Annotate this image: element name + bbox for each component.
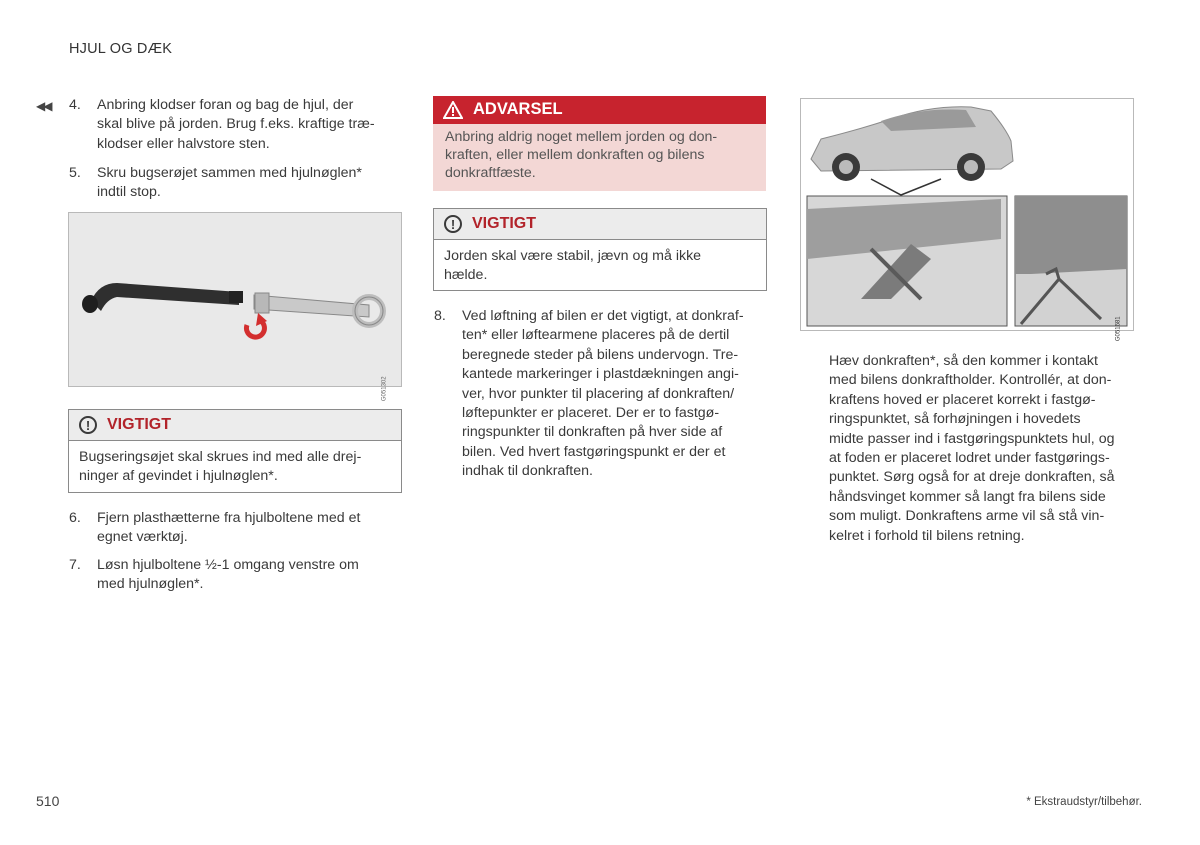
step-number: 6. bbox=[69, 510, 81, 526]
page-number: 510 bbox=[36, 793, 60, 809]
important-header bbox=[434, 209, 766, 240]
important-box bbox=[68, 409, 402, 493]
section-header: HJUL OG DÆK bbox=[69, 41, 173, 57]
important-box bbox=[433, 208, 767, 291]
car-jack-drawing bbox=[801, 99, 1133, 330]
figure-code: G051681 bbox=[1115, 316, 1122, 341]
important-text: Jorden skal være stabil, jævn og må ikke hælde. bbox=[444, 248, 702, 284]
step-number: 5. bbox=[69, 165, 81, 181]
warning-text: Anbring aldrig noget mellem jorden og don- kraften, eller mellem donkraften og bilens donkraftfæste. bbox=[445, 129, 718, 181]
step-5 bbox=[69, 164, 389, 203]
important-label: VIGTIGT bbox=[472, 215, 536, 233]
warning-box bbox=[433, 96, 766, 191]
important-header bbox=[69, 410, 401, 441]
step-text: Løsn hjulboltene ½-1 omgang venstre om med hjulnøglen*. bbox=[97, 557, 359, 593]
step-text: Skru bugserøjet sammen med hjulnøglen* indtil stop. bbox=[97, 165, 362, 201]
car-jack-illustration bbox=[800, 98, 1134, 341]
important-label: VIGTIGT bbox=[107, 416, 171, 434]
important-text: Bugseringsøjet skal skrues ind med alle drej- ninger af gevindet i hjulnøglen*. bbox=[79, 449, 362, 485]
warning-label: ADVARSEL bbox=[473, 100, 563, 119]
step-number: 8. bbox=[434, 308, 446, 324]
step-8 bbox=[434, 307, 764, 482]
double-chevron-left-icon: ◀◀ bbox=[36, 99, 51, 113]
figure-code: G051302 bbox=[381, 376, 388, 401]
step-number: 7. bbox=[69, 557, 81, 573]
exclamation-circle-icon: ! bbox=[79, 416, 97, 434]
jack-instructions: Hæv donkraften*, så den kommer i kontakt med bilens donkraftholder. Kontrollér, at don- kraftens hoved er placeret korrekt i fastgø- ringspunktet, så forhøjningen i hovedets midte passer ind i fastgøringspunktets hul, og at foden er placeret lodret under fastgørings- punktet. Sørg også for at dreje donkraften, så håndsvinget kommer så langt fra bilens side som muligt. Donkraftens arme vil så stå vin- kelret i forhold til bilens retning. bbox=[829, 353, 1115, 544]
step-6 bbox=[69, 509, 389, 548]
step-4 bbox=[69, 96, 389, 154]
footnote: * Ekstraudstyr/tilbehør. bbox=[1026, 796, 1142, 808]
step-text: Ved løftning af bilen er det vigtigt, at donkraf- ten* eller løftearmene placeres på de dertil beregnede steder på bilens undervogn. Tre- kantede markeringer i plastdækningen angi- ver, hvor punkter til placering af donkraften/ løftepunkter er placeret. Der er to fastgø- ringspunkter til donkraften på hver side af bilen. Ved hvert fastgøringspunkt er der et indhak til donkraften. bbox=[462, 308, 744, 480]
exclamation-circle-icon: ! bbox=[444, 215, 462, 233]
wrench-tow-eye-illustration bbox=[68, 212, 402, 401]
step-text: Fjern plasthætterne fra hjulboltene med et egnet værktøj. bbox=[97, 510, 361, 546]
step-number: 4. bbox=[69, 97, 81, 113]
warning-header bbox=[433, 96, 766, 124]
step-7 bbox=[69, 556, 389, 595]
wrench-tow-eye-drawing bbox=[69, 213, 401, 386]
warning-triangle-icon bbox=[443, 101, 463, 119]
rotate-arrow-icon bbox=[246, 313, 267, 337]
step-text: Anbring klodser foran og bag de hjul, der skal blive på jorden. Brug f.eks. kraftige træ- klodser eller halvstore sten. bbox=[97, 97, 375, 152]
